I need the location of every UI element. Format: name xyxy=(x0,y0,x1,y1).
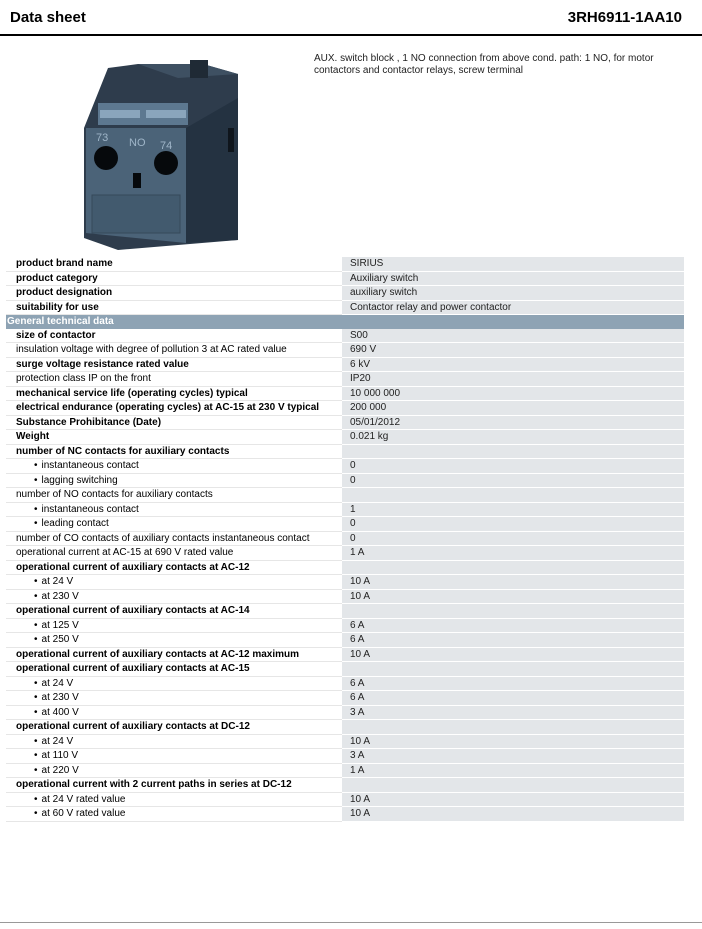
spec-subrow xyxy=(6,589,684,604)
spec-value: 0.021 kg xyxy=(342,430,684,445)
spec-row xyxy=(6,488,684,503)
section-title: General technical data xyxy=(6,315,684,329)
spec-subrow xyxy=(6,473,684,488)
spec-row xyxy=(6,647,684,662)
spec-value xyxy=(342,560,684,575)
spec-label: Weight xyxy=(6,430,342,445)
spec-row xyxy=(6,343,684,358)
spec-value: 10 A xyxy=(342,792,684,807)
spec-row xyxy=(6,444,684,459)
spec-value: 10 A xyxy=(342,807,684,822)
spec-value: 0 xyxy=(342,531,684,546)
spec-label: size of contactor xyxy=(6,329,342,343)
spec-subrow xyxy=(6,459,684,474)
spec-label: electrical endurance (operating cycles) at AC-15 at 230 V typical xyxy=(6,401,342,416)
spec-table xyxy=(6,257,684,822)
spec-label: suitability for use xyxy=(6,300,342,315)
spec-label: • at 230 V xyxy=(6,589,342,604)
spec-value: S00 xyxy=(342,329,684,343)
spec-row xyxy=(6,430,684,445)
spec-row xyxy=(6,415,684,430)
spec-value: 6 A xyxy=(342,691,684,706)
spec-subrow xyxy=(6,749,684,764)
spec-label: number of NO contacts for auxiliary contacts xyxy=(6,488,342,503)
spec-label: • leading contact xyxy=(6,517,342,532)
section-header xyxy=(6,315,684,329)
spec-label: • at 24 V xyxy=(6,575,342,590)
spec-row xyxy=(6,401,684,416)
spec-label: operational current of auxiliary contacts at DC-12 xyxy=(6,720,342,735)
spec-value: 6 A xyxy=(342,676,684,691)
spec-label: operational current of auxiliary contacts at AC-15 xyxy=(6,662,342,677)
spec-row xyxy=(6,546,684,561)
spec-label: mechanical service life (operating cycles) typical xyxy=(6,386,342,401)
spec-label: number of NC contacts for auxiliary contacts xyxy=(6,444,342,459)
spec-value xyxy=(342,604,684,619)
spec-label: • at 24 V rated value xyxy=(6,792,342,807)
spec-value: 0 xyxy=(342,517,684,532)
terminal-label-74: 74 xyxy=(160,140,173,152)
spec-value: Contactor relay and power contactor xyxy=(342,300,684,315)
spec-value: 6 kV xyxy=(342,357,684,372)
spec-label: • at 24 V xyxy=(6,676,342,691)
spec-label: • at 400 V xyxy=(6,705,342,720)
spec-row xyxy=(6,604,684,619)
spec-subrow xyxy=(6,734,684,749)
spec-label: product brand name xyxy=(6,257,342,271)
spec-value: SIRIUS xyxy=(342,257,684,271)
spec-value: 200 000 xyxy=(342,401,684,416)
spec-label: product category xyxy=(6,271,342,286)
spec-label: • at 220 V xyxy=(6,763,342,778)
spec-subrow xyxy=(6,575,684,590)
spec-value: 1 A xyxy=(342,546,684,561)
spec-label: operational current at AC-15 at 690 V rated value xyxy=(6,546,342,561)
spec-value: 6 A xyxy=(342,618,684,633)
spec-label: product designation xyxy=(6,286,342,301)
spec-value: auxiliary switch xyxy=(342,286,684,301)
spec-value: 10 A xyxy=(342,589,684,604)
spec-value: 690 V xyxy=(342,343,684,358)
spec-label: operational current of auxiliary contacts at AC-14 xyxy=(6,604,342,619)
spec-row xyxy=(6,778,684,793)
spec-subrow xyxy=(6,792,684,807)
product-image xyxy=(78,58,260,250)
spec-row xyxy=(6,372,684,387)
spec-label: • at 250 V xyxy=(6,633,342,648)
product-code: 3RH6911-1AA10 xyxy=(567,9,682,26)
spec-subrow xyxy=(6,502,684,517)
spec-label: operational current of auxiliary contacts at AC-12 xyxy=(6,560,342,575)
spec-label: operational current of auxiliary contacts at AC-12 maximum xyxy=(6,647,342,662)
spec-subrow xyxy=(6,517,684,532)
spec-row xyxy=(6,271,684,286)
spec-label: surge voltage resistance rated value xyxy=(6,357,342,372)
spec-row xyxy=(6,257,684,271)
spec-label: • lagging switching xyxy=(6,473,342,488)
spec-row xyxy=(6,560,684,575)
spec-value: 1 xyxy=(342,502,684,517)
spec-label: operational current with 2 current paths in series at DC-12 xyxy=(6,778,342,793)
spec-value: 10 A xyxy=(342,734,684,749)
spec-subrow xyxy=(6,633,684,648)
spec-value: 10 A xyxy=(342,575,684,590)
spec-row xyxy=(6,329,684,343)
spec-value: 3 A xyxy=(342,749,684,764)
spec-label: • instantaneous contact xyxy=(6,459,342,474)
page-bottom-rule xyxy=(0,922,702,923)
spec-label: protection class IP on the front xyxy=(6,372,342,387)
spec-label: • at 60 V rated value xyxy=(6,807,342,822)
spec-value xyxy=(342,720,684,735)
spec-subrow xyxy=(6,807,684,822)
spec-value xyxy=(342,444,684,459)
spec-label: insulation voltage with degree of pollution 3 at AC rated value xyxy=(6,343,342,358)
page-header xyxy=(0,0,702,36)
spec-row xyxy=(6,531,684,546)
terminal-label-73: 73 xyxy=(96,132,109,144)
spec-value: 10 000 000 xyxy=(342,386,684,401)
spec-value: 0 xyxy=(342,459,684,474)
spec-value: 0 xyxy=(342,473,684,488)
spec-row xyxy=(6,357,684,372)
spec-subrow xyxy=(6,691,684,706)
page-title: Data sheet xyxy=(10,9,86,26)
spec-label: number of CO contacts of auxiliary contacts instantaneous contact xyxy=(6,531,342,546)
spec-value: 1 A xyxy=(342,763,684,778)
spec-value xyxy=(342,488,684,503)
spec-label: Substance Prohibitance (Date) xyxy=(6,415,342,430)
spec-row xyxy=(6,720,684,735)
terminal-label-no: NO xyxy=(129,137,146,149)
spec-value: 10 A xyxy=(342,647,684,662)
spec-value: 05/01/2012 xyxy=(342,415,684,430)
spec-value xyxy=(342,662,684,677)
spec-row xyxy=(6,300,684,315)
spec-value xyxy=(342,778,684,793)
spec-label: • instantaneous contact xyxy=(6,502,342,517)
product-description: AUX. switch block , 1 NO connection from above cond. path: 1 NO, for motor contactors and contactor relays, screw terminal xyxy=(314,53,654,76)
spec-value: 6 A xyxy=(342,633,684,648)
spec-subrow xyxy=(6,618,684,633)
spec-label: • at 230 V xyxy=(6,691,342,706)
spec-subrow xyxy=(6,763,684,778)
spec-subrow xyxy=(6,705,684,720)
spec-row xyxy=(6,662,684,677)
spec-value: Auxiliary switch xyxy=(342,271,684,286)
spec-row xyxy=(6,386,684,401)
spec-value: 3 A xyxy=(342,705,684,720)
spec-value: IP20 xyxy=(342,372,684,387)
spec-label: • at 110 V xyxy=(6,749,342,764)
spec-subrow xyxy=(6,676,684,691)
spec-row xyxy=(6,286,684,301)
spec-label: • at 125 V xyxy=(6,618,342,633)
spec-label: • at 24 V xyxy=(6,734,342,749)
